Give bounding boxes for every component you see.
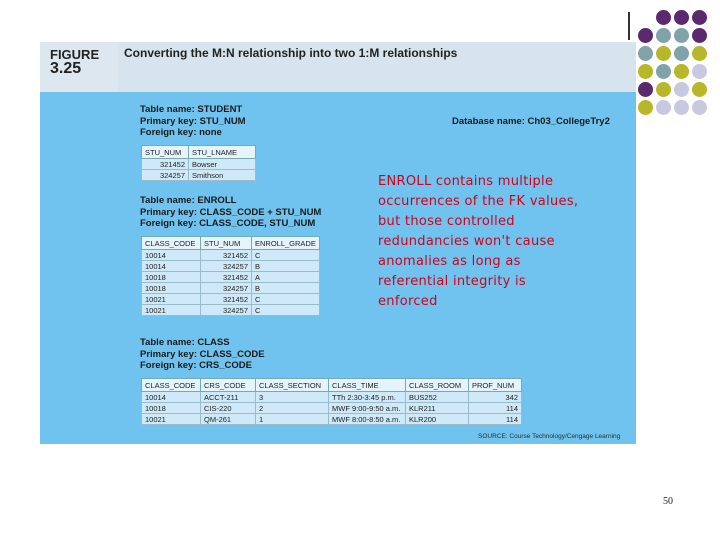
table-cell: KLR211 <box>406 403 469 414</box>
table-cell: Bowser <box>189 159 256 170</box>
decorative-dot <box>656 100 671 115</box>
table-cell: 10018 <box>142 283 201 294</box>
student-foreign-key: Foreign key: none <box>140 127 222 138</box>
class-table-name: Table name: CLASS <box>140 337 230 348</box>
table-cell: BUS252 <box>406 392 469 403</box>
enroll-table <box>141 236 320 316</box>
decorative-divider-line <box>628 12 630 40</box>
table-cell: B <box>252 261 320 272</box>
table-row <box>142 272 320 283</box>
decorative-dot <box>674 28 689 43</box>
student-table-name: Table name: STUDENT <box>140 104 243 115</box>
decorative-dot <box>656 28 671 43</box>
enroll-foreign-key: Foreign key: CLASS_CODE, STU_NUM <box>140 218 316 229</box>
student-meta <box>140 104 246 139</box>
student-table <box>141 145 256 181</box>
table-cell: 10014 <box>142 261 201 272</box>
decorative-dot <box>692 28 707 43</box>
decorative-dot <box>692 64 707 79</box>
decorative-dot <box>674 46 689 61</box>
class-foreign-key: Foreign key: CRS_CODE <box>140 360 252 371</box>
table-header-row <box>142 237 320 250</box>
table-row <box>142 305 320 316</box>
table-cell: 321452 <box>142 159 189 170</box>
column-header: ENROLL_GRADE <box>252 237 320 250</box>
table-cell: QM-261 <box>201 414 256 425</box>
table-cell: 10021 <box>142 294 201 305</box>
table-cell: 10021 <box>142 414 201 425</box>
table-cell: C <box>252 305 320 316</box>
column-header: STU_LNAME <box>189 146 256 159</box>
decorative-dot <box>638 28 653 43</box>
source-credit: SOURCE: Course Technology/Cengage Learning <box>478 433 621 440</box>
table-cell: 10021 <box>142 305 201 316</box>
table-cell: 2 <box>256 403 329 414</box>
table-header-row <box>142 146 256 159</box>
class-primary-key: Primary key: CLASS_CODE <box>140 348 265 360</box>
table-row <box>142 283 320 294</box>
table-row <box>142 250 320 261</box>
decorative-dot-grid <box>638 10 710 118</box>
table-cell: ACCT-211 <box>201 392 256 403</box>
decorative-dot <box>674 64 689 79</box>
table-cell: C <box>252 294 320 305</box>
decorative-dot <box>692 10 707 25</box>
table-cell: MWF 8:00-8:50 a.m. <box>329 414 406 425</box>
table-cell: 3 <box>256 392 329 403</box>
table-cell: C <box>252 250 320 261</box>
decorative-dot <box>638 82 653 97</box>
decorative-dot <box>656 82 671 97</box>
table-cell: CIS-220 <box>201 403 256 414</box>
table-cell: 321452 <box>201 272 252 283</box>
column-header: PROF_NUM <box>469 379 522 392</box>
table-cell: MWF 9:00-9:50 a.m. <box>329 403 406 414</box>
figure-title-box <box>118 42 636 92</box>
column-header: CLASS_SECTION <box>256 379 329 392</box>
decorative-dot <box>638 46 653 61</box>
table-row <box>142 170 256 181</box>
table-cell: 324257 <box>201 261 252 272</box>
decorative-dot <box>638 64 653 79</box>
table-cell: 114 <box>469 414 522 425</box>
decorative-dot <box>674 100 689 115</box>
decorative-dot <box>656 46 671 61</box>
decorative-dot <box>656 10 671 25</box>
column-header: STU_NUM <box>142 146 189 159</box>
column-header: STU_NUM <box>201 237 252 250</box>
figure-title: Converting the M:N relationship into two 1:M relationships <box>124 46 458 60</box>
table-header-row <box>142 379 522 392</box>
table-row <box>142 403 522 414</box>
figure-label-text: FIGURE <box>50 47 100 62</box>
decorative-dot <box>674 10 689 25</box>
column-header: CLASS_ROOM <box>406 379 469 392</box>
table-cell: B <box>252 283 320 294</box>
decorative-dot <box>692 46 707 61</box>
class-meta <box>140 337 265 372</box>
enroll-table-name: Table name: ENROLL <box>140 195 237 206</box>
decorative-dot <box>674 82 689 97</box>
decorative-dot <box>692 82 707 97</box>
enroll-meta <box>140 195 321 230</box>
table-row <box>142 261 320 272</box>
table-cell: 342 <box>469 392 522 403</box>
table-cell: 324257 <box>142 170 189 181</box>
table-cell: 324257 <box>201 283 252 294</box>
database-name: Database name: Ch03_CollegeTry2 <box>452 116 610 127</box>
table-row <box>142 159 256 170</box>
decorative-dot <box>656 64 671 79</box>
column-header: CLASS_CODE <box>142 379 201 392</box>
column-header: CRS_CODE <box>201 379 256 392</box>
page-number: 50 <box>663 496 673 507</box>
table-cell: 321452 <box>201 294 252 305</box>
table-cell: 321452 <box>201 250 252 261</box>
decorative-dot <box>692 100 707 115</box>
table-cell: KLR200 <box>406 414 469 425</box>
decorative-dot <box>638 100 653 115</box>
figure-header <box>40 42 636 92</box>
table-cell: A <box>252 272 320 283</box>
table-row <box>142 414 522 425</box>
table-row <box>142 392 522 403</box>
figure-number: 3.25 <box>50 60 82 77</box>
table-cell: 114 <box>469 403 522 414</box>
class-table <box>141 378 522 425</box>
student-primary-key: Primary key: STU_NUM <box>140 115 246 127</box>
table-cell: 1 <box>256 414 329 425</box>
table-cell: 10014 <box>142 392 201 403</box>
column-header: CLASS_TIME <box>329 379 406 392</box>
column-header: CLASS_CODE <box>142 237 201 250</box>
table-cell: 324257 <box>201 305 252 316</box>
table-row <box>142 294 320 305</box>
decorative-dot <box>638 10 653 25</box>
enroll-primary-key: Primary key: CLASS_CODE + STU_NUM <box>140 206 322 218</box>
table-cell: TTh 2:30-3:45 p.m. <box>329 392 406 403</box>
table-cell: 10018 <box>142 272 201 283</box>
table-cell: Smithson <box>189 170 256 181</box>
table-cell: 10014 <box>142 250 201 261</box>
figure-label <box>50 48 120 76</box>
enroll-annotation: ENROLL contains multiple occurrences of the FK values, but those controlled redundancies won't cause anomalies as long as referential integrity is enforced <box>378 174 579 309</box>
table-cell: 10018 <box>142 403 201 414</box>
